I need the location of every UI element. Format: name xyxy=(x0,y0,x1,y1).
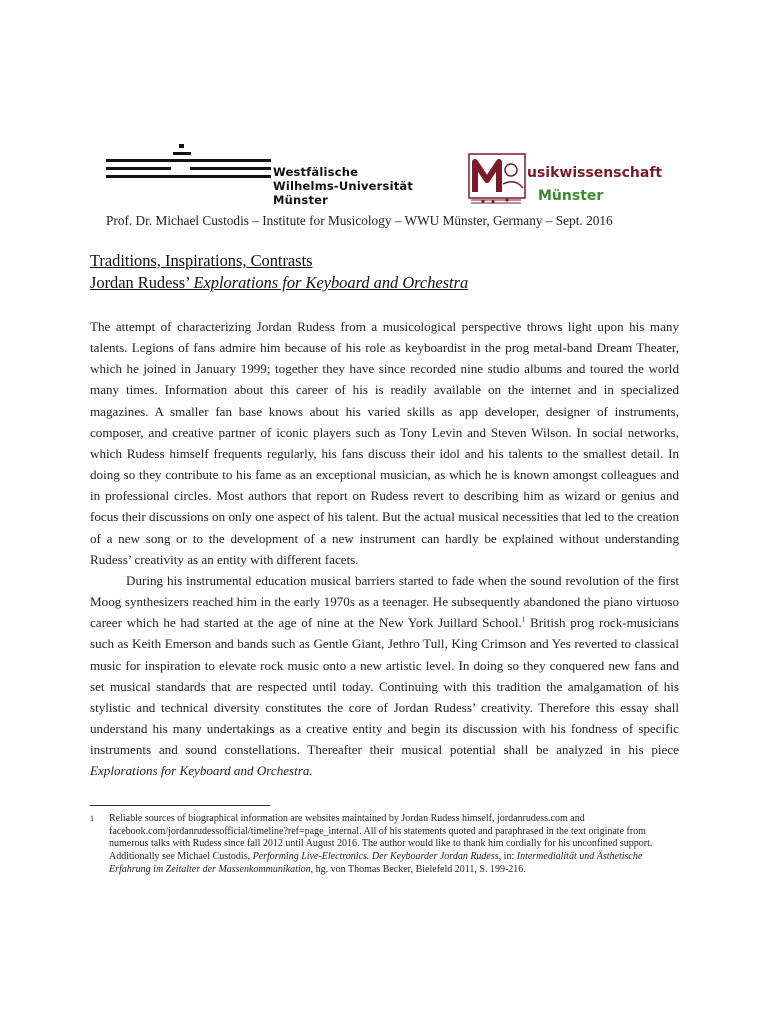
title-line-1: Traditions, Inspirations, Contrasts xyxy=(90,251,313,270)
footnote-divider xyxy=(90,805,270,806)
work-title: Explorations for Keyboard and Orchestra. xyxy=(90,763,313,779)
university-name-line: Westfälische xyxy=(273,165,359,179)
footnote-title: Performing Live-Electronics. Der Keyboarder Jordan Rudess xyxy=(252,851,499,863)
paragraph-text: British prog rock-musicians such as Keith Emerson and bands such as Gentle Giant, Jethro Tull, King Crimson and Yes reverted to classical music for inspiration to elevate rock music onto a new artistic level. In doing so they conquered new fans and set musical standards that are respected until today. Continuing with this tradition the amalgamation of his stylistic and technical diversity constitutes the core of Jordan Rudess’ creativity. Therefore this essay shall understand his many undertakings as a creative entity and begin its discussion with his fondness of specific instruments and sound constellations. Thereafter their musical potential shall be analyzed in his piece xyxy=(90,615,679,758)
footnote-text xyxy=(109,813,679,877)
footnote xyxy=(90,813,679,877)
paper-title xyxy=(90,250,468,294)
title-line-2 xyxy=(90,272,468,294)
musicology-emblem-icon xyxy=(463,150,529,206)
title-prefix: Jordan Rudess’ xyxy=(90,273,194,292)
footnote-title: Intermedialität und Ästhetische Erfahrung im Zeitalter der Massenkommunikation xyxy=(109,851,643,875)
footnote-text-part: , in: xyxy=(498,851,517,863)
footnote-mark: 1 xyxy=(90,814,94,823)
footnote-text-part: , hg. von Thomas Becker, Bielefeld 2011, S. 199-216. xyxy=(310,863,526,875)
university-name xyxy=(273,165,413,207)
musicology-city: Münster xyxy=(538,188,604,204)
footnote-text-part: Reliable sources of biographical information are websites maintained by Jordan Rudess himself, jordanrudess.com and facebook.com/jordanrudessofficial/timeline?ref=page_internal. All of his statements quoted and paraphrased in the text originate from numerous talks with Rudess since fall 2012 until August 2016. The author would like to thank him cordially for his unconfined support. Additionally see Michael Custodis, xyxy=(109,813,653,863)
paragraph xyxy=(90,570,679,782)
musicology-title: usikwissenschaft xyxy=(527,165,663,181)
wwu-logo-icon xyxy=(106,144,286,184)
title-work: Explorations for Keyboard and Orchestra xyxy=(193,273,469,292)
university-name-line: Münster xyxy=(273,193,329,207)
paragraph: The attempt of characterizing Jordan Rudess from a musicological perspective throws light upon his many talents. Legions of fans admire him because of his role as keyboardist in the prog metal-band Dream Theater, which he joined in January 1999; together they have since recorded nine studio albums and toured the world many times. Information about this career of his is readily available on the internet and in specialized magazines. A smaller fan base knows about his varied skills as app developer, designer of instruments, composer, and creative partner of iconic players such as Tony Levin and Steven Wilson. In social networks, which Rudess himself frequents regularly, his fans discuss their idol and his talents to the smallest detail. In doing so they contribute to his fame as an exceptional musician, as which he is known amongst colleagues and in professional circles. Most authors that report on Rudess revert to describing him as wizard or genius and focus their discussions on only one aspect of his talent. But the actual musical necessities that led to the creation of a new song or to the development of a new instrument can hardly be explained without understanding Rudess’ creativity as an entity with different facets. xyxy=(90,319,679,567)
body-text xyxy=(90,316,679,781)
university-name-line: Wilhelms-Universität xyxy=(273,179,414,193)
footnote-reference: 1 xyxy=(521,615,526,624)
author-byline: Prof. Dr. Michael Custodis – Institute for Musicology – WWU Münster, Germany – Sept. 2016 xyxy=(106,213,613,228)
paragraph-text: During his instrumental education musical barriers started to fade when the sound revolution of the first Moog synthesizers reached him in the early 1970s as a teenager. He subsequently abandoned the piano virtuoso career which he had started at the age of nine at the New York Juillard School. xyxy=(90,572,679,631)
